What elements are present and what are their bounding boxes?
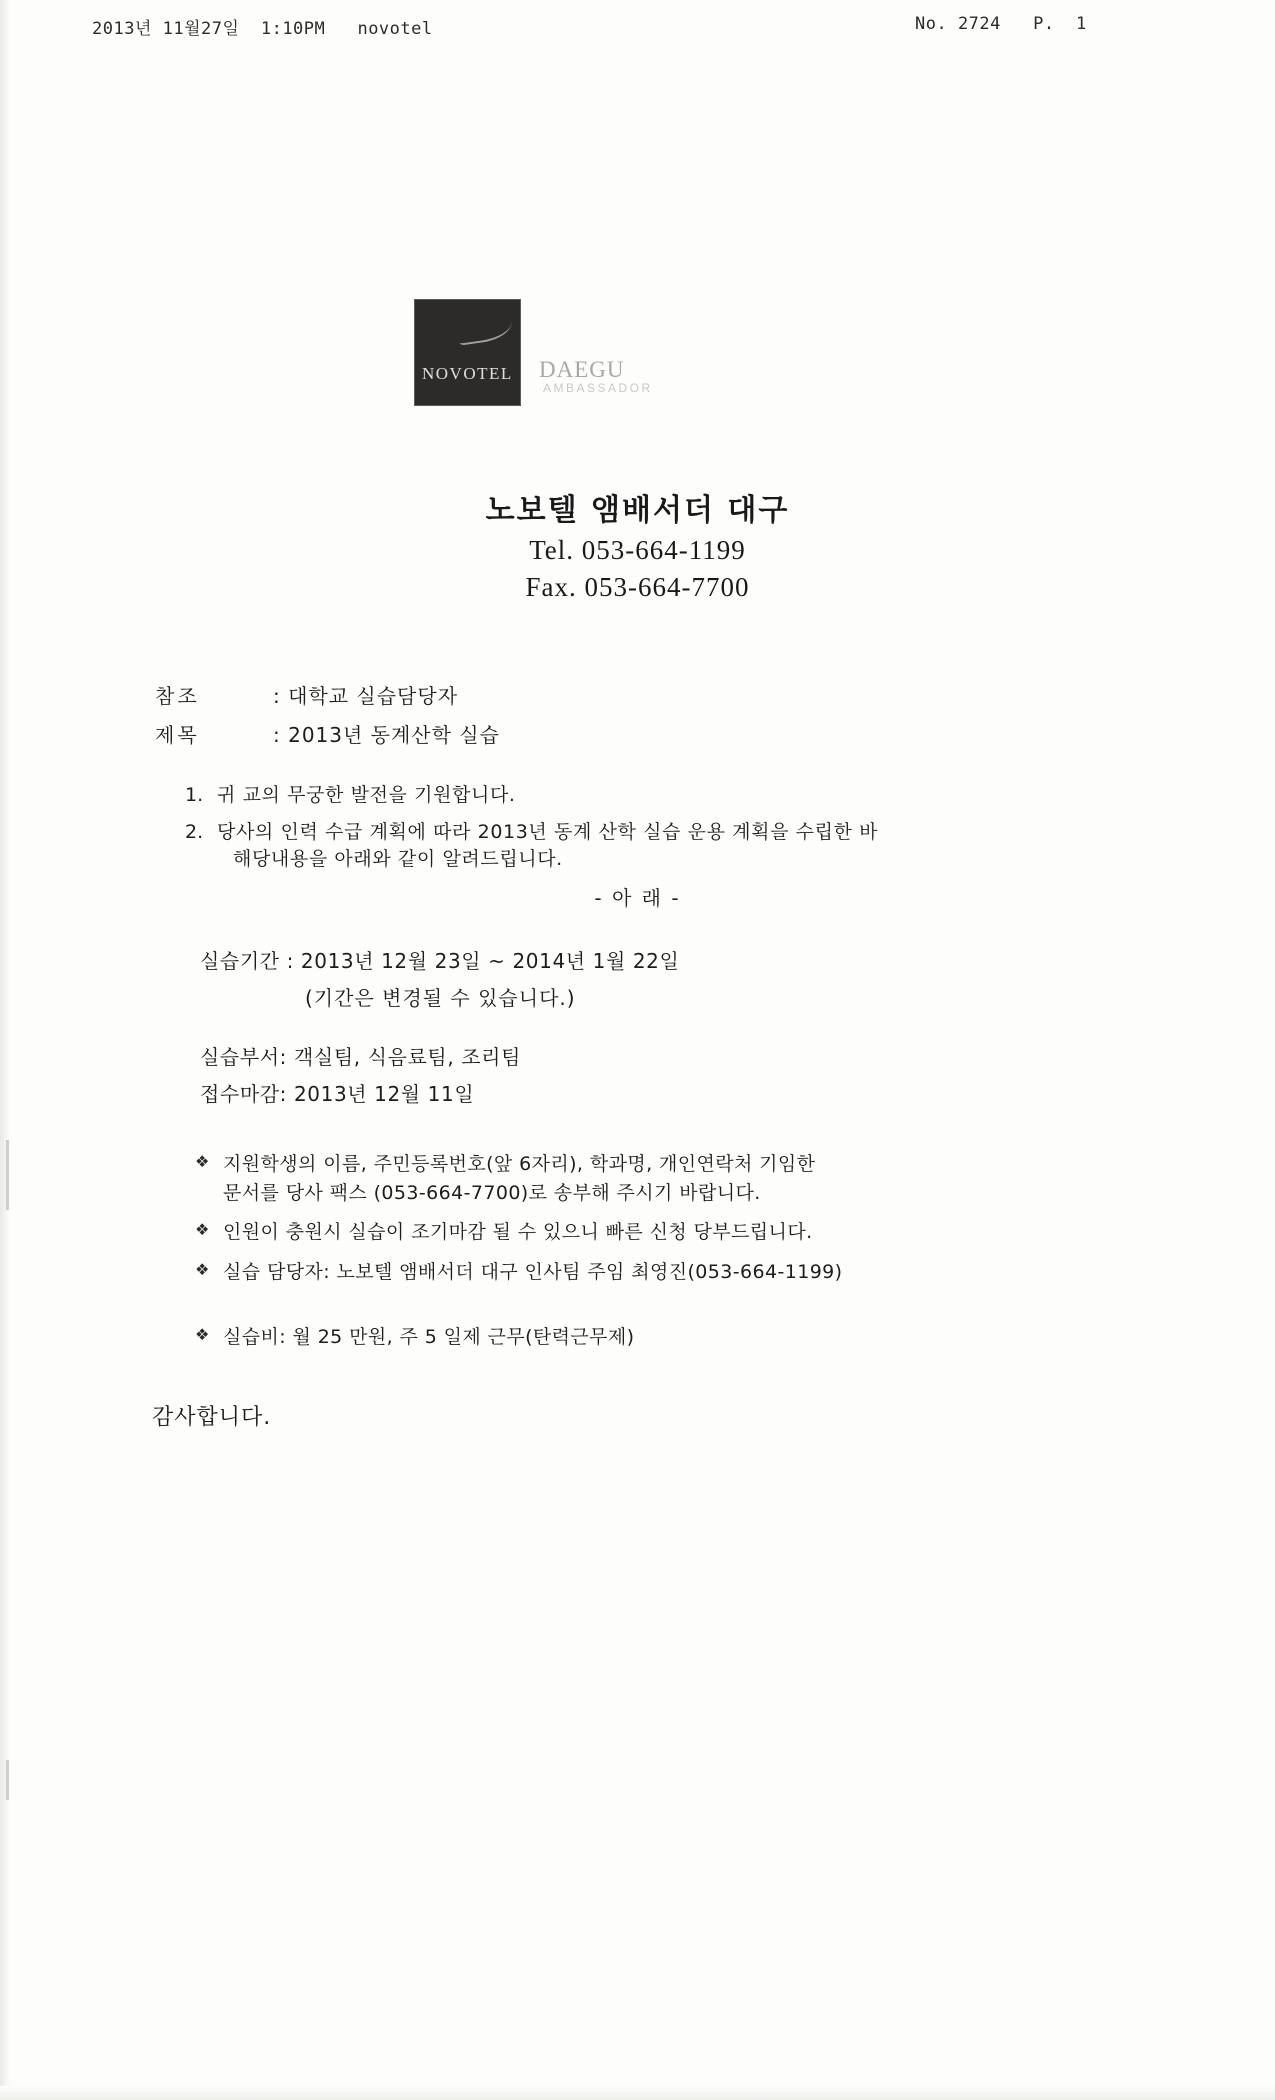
novotel-logo-mark-icon [415, 300, 520, 405]
fax-header-datetime: 2013년 11월27일 1:10PM novotel [92, 19, 433, 39]
meta-label-subject: 제목 [155, 723, 200, 747]
internship-period-note: (기간은 변경될 수 있습니다.) [305, 986, 576, 1010]
list-item [185, 782, 1085, 810]
application-deadline: 접수마감: 2013년 12월 11일 [200, 1082, 475, 1106]
internship-departments: 실습부서: 객실팀, 식음료팀, 조리팀 [200, 1045, 522, 1069]
scan-speck [6, 1140, 9, 1210]
list-item-text-line1: 당사의 인력 수급 계획에 따라 2013년 동계 산학 실습 운용 계획을 수립한 바 [217, 820, 879, 843]
meta-row [155, 680, 1055, 709]
fax-header-page-number: No. 2724 P. 1 [915, 14, 1087, 34]
closing-salutation: 감사합니다. [152, 1405, 272, 1430]
list-item-text [223, 1150, 815, 1207]
internship-details [200, 945, 1150, 1115]
bullet-notes-list [195, 1150, 1175, 1363]
novotel-swoosh-icon [456, 310, 513, 345]
diamond-bullet-icon: ❖ [195, 1152, 210, 1171]
list-item-text [217, 819, 878, 874]
numbered-paragraph-list [185, 782, 1085, 883]
novotel-logo [415, 300, 745, 425]
list-item [195, 1258, 1175, 1287]
list-item-text: 실습 담당자: 노보텔 앰배서더 대구 인사팀 주임 최영진(053-664-1199) [223, 1260, 843, 1283]
list-item [195, 1323, 1175, 1352]
hotel-name: 노보텔 앰배서더 대구 [485, 493, 790, 528]
meta-label-reference: 참조 [155, 684, 200, 708]
list-item [195, 1150, 1175, 1207]
list-item-text-line2: 해당내용을 아래와 같이 알려드립니다. [233, 848, 563, 871]
diamond-bullet-icon: ❖ [195, 1259, 210, 1279]
list-item-text: 귀 교의 무궁한 발전을 기원합니다. [217, 784, 516, 806]
meta-value-subject: : 2013년 동계산학 실습 [273, 723, 500, 747]
meta-value-reference: : 대학교 실습담당자 [273, 684, 459, 708]
document-meta [155, 680, 1055, 758]
logo-daegu-text: DAEGU [539, 357, 625, 382]
list-item [185, 819, 1085, 874]
scan-edge-artifact-bottom [0, 2086, 1275, 2100]
hotel-telephone: Tel. 053-664-1199 [529, 535, 746, 565]
section-divider-label: - 아 래 - [594, 886, 681, 910]
list-item-text: 인원이 충원시 실습이 조기마감 될 수 있으니 빠른 신청 당부드립니다. [223, 1221, 813, 1243]
hotel-contact-block [0, 485, 1275, 603]
hotel-fax-number: Fax. 053-664-7700 [525, 572, 750, 602]
diamond-bullet-icon: ❖ [195, 1325, 210, 1344]
diamond-bullet-icon: ❖ [195, 1220, 210, 1239]
scan-speck [6, 1760, 9, 1800]
list-item-number: 2. [185, 820, 204, 843]
list-item-text: 실습비: 월 25 만원, 주 5 일제 근무(탄력근무제) [223, 1326, 635, 1348]
spacer [195, 1297, 1175, 1323]
novotel-logo-wordmark: NOVOTEL [422, 364, 513, 383]
internship-period: 실습기간 : 2013년 12월 23일 ~ 2014년 1월 22일 [200, 949, 680, 973]
list-item [195, 1218, 1175, 1247]
list-item-text-line2: 문서를 당사 팩스 (053-664-7700)로 송부해 주시기 바랍니다. [223, 1181, 761, 1204]
list-item-number: 1. [185, 784, 204, 806]
spacer [200, 1019, 1150, 1041]
list-item-text-line1: 지원학생의 이름, 주민등록번호(앞 6자리), 학과명, 개인연락처 기임한 [223, 1153, 816, 1175]
meta-row [155, 719, 1055, 748]
logo-ambassador-text: AMBASSADOR [543, 381, 653, 395]
